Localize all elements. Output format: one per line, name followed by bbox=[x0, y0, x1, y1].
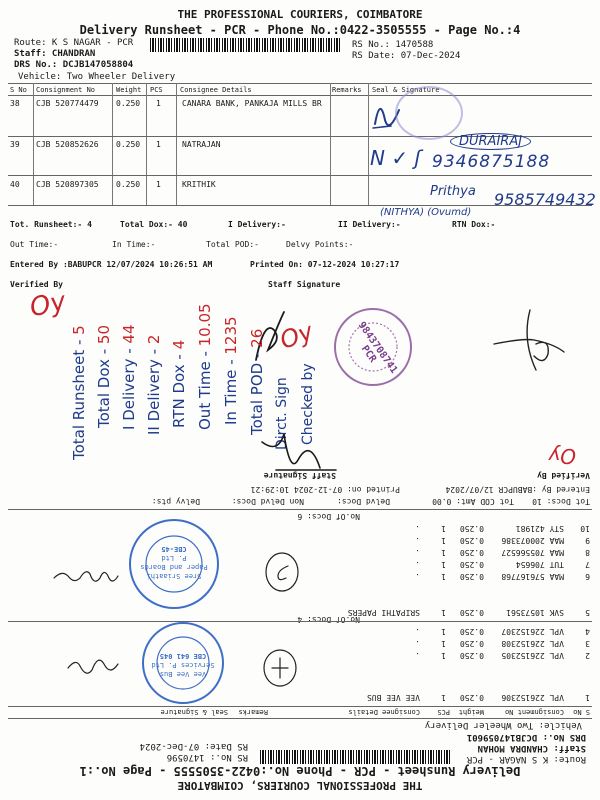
table-row: 9MAA 2000733860.2501. bbox=[415, 536, 590, 545]
row-weight: 0.250 bbox=[116, 180, 141, 189]
entered-by: Entered By :BABUPCR 12/07/2024 bbox=[445, 485, 590, 494]
ii-delivery: II Delivery:- bbox=[338, 220, 401, 229]
rs-number: RS No.: 1470588 bbox=[352, 40, 434, 50]
col-consignee: Consignee Details bbox=[348, 708, 420, 716]
table-row: 4VPL 2261523070.2501. bbox=[415, 627, 590, 636]
barcode bbox=[260, 750, 450, 764]
staff-signature-label: Staff Signature bbox=[268, 280, 341, 289]
company-name: THE PROFESSIONAL COURIERS, COIMBATORE bbox=[177, 8, 423, 21]
drs-number: DRS No.: DCJB147059601 bbox=[466, 732, 586, 742]
tally-i-delivery: I Delivery - 44 bbox=[120, 324, 138, 430]
col-weight: Weight bbox=[458, 708, 484, 716]
table-row: 3VPL 2261523080.2501. bbox=[415, 639, 590, 648]
handwritten-note: (NITHYA) (Ovumd) bbox=[380, 207, 472, 218]
handwritten-signature bbox=[62, 652, 122, 682]
col-sno: S No bbox=[573, 708, 590, 716]
table-row: 8MAA 7055665270.2501. bbox=[415, 548, 590, 557]
printed-on: Printed on: 07-12-2024 10:29:21 bbox=[250, 485, 400, 494]
runsheet-page-1-inverted bbox=[0, 400, 600, 800]
in-time: In Time:- bbox=[112, 240, 156, 249]
tot-cod-amt: Tot COD Amt: 0.00 bbox=[432, 497, 514, 506]
col-seal-signature: Seal & Signature bbox=[160, 708, 228, 716]
col-remarks: Remarks bbox=[332, 86, 362, 94]
checked-initials: Oy bbox=[276, 317, 317, 355]
delvy-points: Delvy Points:- bbox=[286, 240, 354, 249]
row-pcs: 1 bbox=[156, 140, 161, 149]
route-label: Route: K S NAGAR - PCR bbox=[14, 38, 134, 48]
tally-total-runsheet: Total Runsheet - 5 bbox=[70, 325, 88, 460]
tally-total-pod: Total POD - 26 bbox=[248, 328, 266, 435]
handwritten-phone: 9585749432 bbox=[494, 190, 596, 209]
staff-label: Staff: CHANDRAN bbox=[14, 49, 96, 59]
verified-initials: Oy bbox=[27, 286, 69, 324]
row-consignee: CANARA BANK, PANKAJA MILLS BR bbox=[182, 99, 322, 108]
handwritten-signature: Prithya bbox=[430, 184, 476, 199]
non-delvd-docs: Non Delvd Docs: bbox=[231, 497, 304, 506]
table-group-2 bbox=[297, 510, 590, 618]
drs-number: DRS No.: DCJB147058804 bbox=[14, 60, 134, 70]
seal-stamp bbox=[395, 86, 463, 140]
row-consignee: KRITHIK bbox=[182, 180, 216, 189]
table-group-1 bbox=[297, 613, 590, 703]
row-pcs: 1 bbox=[156, 180, 161, 189]
tot-docs: Tot Docs: 10 bbox=[532, 497, 590, 506]
circled-mark bbox=[260, 648, 300, 688]
verified-by: Verified By bbox=[10, 280, 63, 289]
table-row: 1VPL 2261523060.2501VEE VEE BUS bbox=[367, 693, 590, 702]
table-row: 2VPL 2261523050.2501. bbox=[415, 651, 590, 660]
tally-rtn-dox: RTN Dox - 4 bbox=[170, 339, 188, 428]
docs-count: No.Of Docs: 6 bbox=[297, 512, 360, 521]
col-remarks: Remarks bbox=[238, 708, 268, 716]
tally-out-time: Out Time - 10.05 bbox=[196, 303, 214, 430]
large-signature bbox=[490, 300, 570, 380]
col-pcs: PCS bbox=[437, 708, 450, 716]
row-consignment: CJB 520897305 bbox=[36, 180, 99, 189]
col-consignee: Consignee Details bbox=[180, 86, 252, 94]
tally-in-time: In Time - 1235 bbox=[222, 316, 240, 425]
handwritten-phone: 9346875188 bbox=[432, 152, 551, 172]
staff-label: Staff: CHANDRA MOHAN bbox=[477, 743, 586, 753]
row-weight: 0.250 bbox=[116, 140, 141, 149]
route-label: Route: K S NAGAR - PCR bbox=[466, 754, 586, 764]
entered-by: Entered By :BABUPCR 12/07/2024 10:26:51 AM bbox=[10, 260, 213, 269]
staff-signature-label: Staff Signature bbox=[263, 471, 336, 480]
table-row: 7TUT 7066540.2501. bbox=[415, 560, 590, 569]
col-pcs: PCS bbox=[150, 86, 163, 94]
tally-total-dox: Total Dox - 50 bbox=[95, 325, 113, 428]
vehicle-label: Vehicle: Two Wheeler Delivery bbox=[18, 72, 176, 82]
docs-count: No.Of Docs: 4 bbox=[297, 615, 360, 624]
tally-direct-sign: Dirct. Sign bbox=[274, 377, 290, 450]
barcode bbox=[150, 38, 340, 52]
row-pcs: 1 bbox=[156, 99, 161, 108]
staff-signature-scribble bbox=[250, 426, 340, 476]
rs-date: RS Date: 07-Dec-2024 bbox=[352, 51, 461, 61]
row-consignee: NATRAJAN bbox=[182, 140, 221, 149]
phone-stamp-text: 9843708741 PCR bbox=[355, 320, 400, 376]
col-weight: Weight bbox=[116, 86, 142, 94]
handwritten-signature bbox=[42, 564, 122, 590]
col-consignment: Consignment No bbox=[36, 86, 96, 94]
rtn-dox: RTN Dox:- bbox=[452, 220, 496, 229]
circled-mark bbox=[262, 550, 302, 594]
col-sno: S No bbox=[10, 86, 27, 94]
row-sno: 39 bbox=[10, 140, 20, 149]
printed-on: Printed On: 07-12-2024 10:27:17 bbox=[250, 260, 400, 269]
rs-date: RS Date: 07-Dec-2024 bbox=[139, 741, 248, 751]
tally-checked-by: Checked by bbox=[300, 363, 316, 445]
sripathi-paper-seal-text: Sree Sriaathi Paper and Boards P. Ltd CBE-45 bbox=[140, 545, 208, 580]
i-delivery: I Delivery:- bbox=[228, 220, 286, 229]
total-pod: Total POD:- bbox=[206, 240, 259, 249]
delvd-docs: Delvd Docs: bbox=[337, 497, 390, 506]
row-sno: 40 bbox=[10, 180, 20, 189]
vehicle-label: Vehicle: Two Wheeler Delivery bbox=[424, 720, 582, 730]
delvy-pts: Delvy pts: bbox=[151, 497, 200, 506]
handwritten-name: DURAIRAJ bbox=[450, 133, 531, 150]
out-time: Out Time:- bbox=[10, 240, 59, 249]
col-consignment: Consignment No bbox=[504, 708, 564, 716]
row-consignment: CJB 520852626 bbox=[36, 140, 99, 149]
runsheet-title: Delivery Runsheet - PCR - Phone No.:0422-3505555 - Page No.:1 bbox=[79, 764, 521, 778]
row-sno: 38 bbox=[10, 99, 20, 108]
handwritten-signature: N ✓ ʃ bbox=[370, 146, 422, 170]
tally-ii-delivery: II Delivery - 2 bbox=[145, 334, 163, 435]
table-row: 5SVK 105735610.2501SRIPATHI PAPERS bbox=[347, 608, 590, 617]
tot-runsheet: Tot. Runsheet:- 4 bbox=[10, 220, 92, 229]
table-row: 10STY 4219810.2501. bbox=[415, 524, 590, 533]
table-row: 6MAA 5761677680.2501. bbox=[415, 572, 590, 581]
company-name: THE PROFESSIONAL COURIERS, COIMBATORE bbox=[177, 779, 423, 792]
vee-vee-bus-seal-text: Vee Vee Bus Services P. Ltd CBE 641 045 bbox=[151, 652, 215, 678]
rs-number: RS No.: 1470596 bbox=[166, 752, 248, 762]
col-seal-signature: Seal & Signature bbox=[372, 86, 440, 94]
row-consignment: CJB 520774479 bbox=[36, 99, 99, 108]
row-weight: 0.250 bbox=[116, 99, 141, 108]
verified-by: Verified By bbox=[537, 471, 590, 480]
verified-initials: Oy bbox=[548, 444, 576, 468]
total-dox: Total Dox:- 40 bbox=[120, 220, 188, 229]
runsheet-title: Delivery Runsheet - PCR - Phone No.:0422-3505555 - Page No.:4 bbox=[79, 23, 521, 37]
